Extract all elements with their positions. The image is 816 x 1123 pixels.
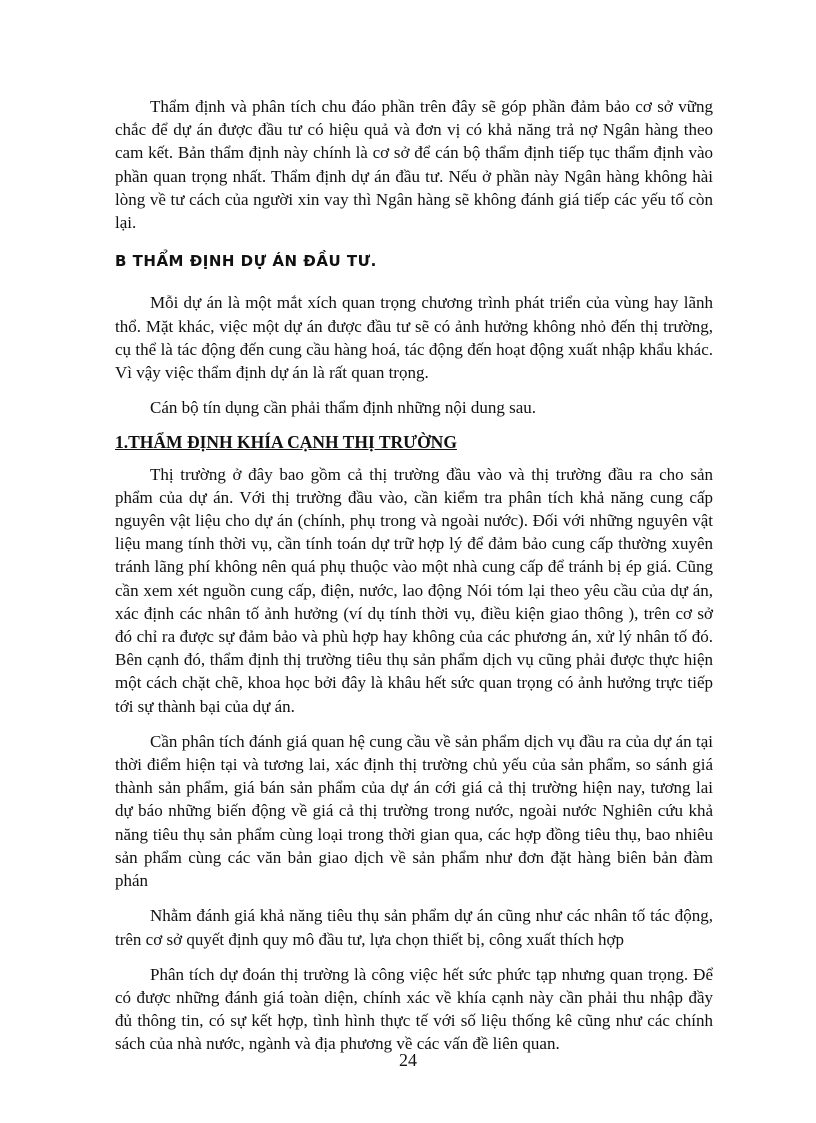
page-content [115, 95, 713, 1068]
section-b-heading: B THẨM ĐỊNH DỰ ÁN ĐẦU TƯ. [115, 252, 377, 271]
section-b-paragraph: Cán bộ tín dụng cần phải thẩm định những nội dung sau. [150, 398, 537, 418]
intro-paragraph: Thẩm định và phân tích chu đáo phần trên đây sẽ góp phần đảm bảo cơ sở vững chắc để dự án được đầu tư có hiệu quả và đơn vị có khả năng trả nợ Ngân hàng theo cam kết. Bản thẩm định này chính là cơ sở để cán bộ thẩm định tiếp tục thẩm định vào phần quan trọng nhất. Thẩm định dự án đầu tư. Nếu ở phần này Ngân hàng không hài lòng về tư cách của người xin vay thì Ngân hàng sẽ không đánh giá tiếp các yếu tố còn lại. [115, 97, 713, 233]
section-1-paragraph: Thị trường ở đây bao gồm cả thị trường đầu vào và thị trường đầu ra cho sản phẩm của dự án. Với thị trường đầu vào, cần kiểm tra phân tích khả năng cung cấp nguyên vật liệu cho dự án (chính, phụ trong và ngoài nước). Đối với những nguyên vật liệu mang tính thời vụ, cần tính toán dự trữ hợp lý để đảm bảo cung cấp thường xuyên tránh lãng phí không nên quá phụ thuộc vào một nhà cung cấp để tránh bị ép giá. Cũng cần xem xét nguồn cung cấp, điện, nước, lao động Nói tóm lại theo yêu cầu của dự án, xác định các nhân tố ảnh hưởng (ví dụ tính thời vụ, điều kiện giao thông ), trên cơ sở đó chỉ ra được sự đảm bảo và phù hợp hay không của các phương án, xử lý nhân tố đó. Bên cạnh đó, thẩm định thị trường tiêu thụ sản phẩm dịch vụ cũng phải được thực hiện một cách chặt chẽ, khoa học bởi đây là khâu hết sức quan trọng có ảnh hưởng trực tiếp tới sự thành bại của dự án. [115, 464, 713, 716]
section-1-heading: 1.THẨM ĐỊNH KHÍA CẠNH THỊ TRƯỜNG [115, 432, 457, 453]
section-1-paragraph: Nhằm đánh giá khả năng tiêu thụ sản phẩm dự án cũng như các nhân tố tác động, trên cơ sở quyết định quy mô đầu tư, lựa chọn thiết bị, công xuất thích hợp [115, 906, 713, 949]
section-1-paragraph: Phân tích dự đoán thị trường là công việc hết sức phức tạp nhưng quan trọng. Để có được những đánh giá toàn diện, chính xác về khía cạnh này cần phải thu nhập đầy đủ thông tin, có sự kết hợp, tình hình thực tế với số liệu thống kê cũng như các chính sách của nhà nước, ngành và địa phương về các vấn đề liên quan. [115, 964, 713, 1054]
section-1-paragraph: Cần phân tích đánh giá quan hệ cung cầu về sản phẩm dịch vụ đầu ra của dự án tại thời điểm hiện tại và tương lai, xác định thị trường chủ yếu của sản phẩm, so sánh giá thành sản phẩm, giá bán sản phẩm của dự án cới giá cả thị trường hiện nay, tương lai dự báo những biến động về giá cả thị trường trong nước, ngoài nước Nghiên cứu khả năng tiêu thụ sản phẩm cùng loại trong thời gian qua, các hợp đồng tiêu thụ, bao nhiêu sản phẩm cùng các văn bản giao dịch về sản phẩm như đơn đặt hàng biên bản đàm phán [115, 731, 713, 891]
page-number: 24 [399, 1050, 417, 1070]
section-b-paragraph: Mỗi dự án là một mắt xích quan trọng chương trình phát triển của vùng hay lãnh thổ. Mặt khác, việc một dự án được đầu tư sẽ có ảnh hưởng không nhỏ đến thị trường, cụ thể là tác động đến cung cầu hàng hoá, tác động đến hoạt động xuất nhập khẩu khác. Vì vậy việc thẩm định dự án là rất quan trọng. [115, 293, 713, 383]
